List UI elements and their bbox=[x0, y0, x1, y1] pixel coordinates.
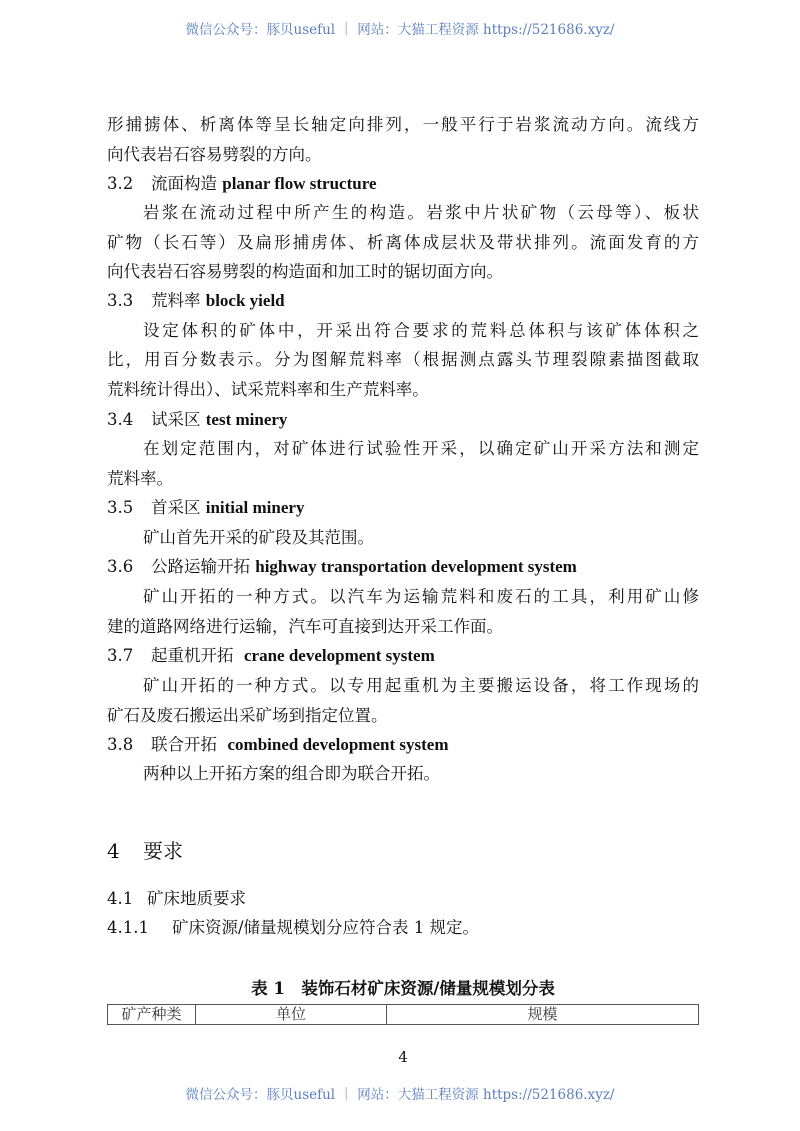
header-cell: 单位 bbox=[196, 1005, 387, 1025]
term-number: 3.2 bbox=[107, 174, 134, 193]
paragraph-line: 矿石及废石搬运出采矿场到指定位置。 bbox=[107, 706, 388, 725]
term-zh: 荒料率 bbox=[151, 291, 201, 310]
table-1 bbox=[107, 1004, 699, 1025]
section-number: 4.1 bbox=[107, 889, 134, 908]
paragraph-line: 矿山开拓的一种方式。以专用起重机为主要搬运设备，将工作现场的 bbox=[143, 676, 699, 695]
table-header-row bbox=[108, 1005, 699, 1025]
paragraph-line: 向代表岩石容易劈裂的构造面和加工时的锯切面方向。 bbox=[107, 262, 503, 281]
term-en: combined development system bbox=[227, 735, 449, 754]
header-cell: 矿产种类 bbox=[108, 1005, 196, 1025]
term-en: highway transportation development system bbox=[255, 557, 577, 576]
page-number: 4 bbox=[398, 1048, 408, 1066]
paragraph-line: 矿山首先开采的矿段及其范围。 bbox=[143, 528, 374, 547]
term-heading-3-5 bbox=[107, 497, 699, 519]
paragraph-line: 在划定范围内，对矿体进行试验性开采，以确定矿山开采方法和测定 bbox=[143, 439, 699, 458]
term-number: 3.4 bbox=[107, 410, 134, 429]
term-en: initial minery bbox=[205, 498, 305, 517]
term-zh: 起重机开拓 bbox=[151, 646, 234, 665]
term-en: planar flow structure bbox=[222, 174, 377, 193]
term-number: 3.3 bbox=[107, 291, 134, 310]
term-zh: 首采区 bbox=[151, 498, 201, 517]
section-title: 矿床地质要求 bbox=[147, 889, 246, 908]
clause-4-1-1 bbox=[107, 917, 699, 939]
term-zh: 联合开拓 bbox=[151, 735, 217, 754]
paragraph-line: 向代表岩石容易劈裂的方向。 bbox=[107, 145, 322, 164]
term-heading-3-7 bbox=[107, 645, 699, 667]
paragraph-line: 荒料统计得出）、试采荒料率和生产荒料率。 bbox=[107, 380, 429, 399]
clause-text: 矿床资源/储量规模划分应符合表 1 规定。 bbox=[172, 918, 480, 937]
term-heading-3-3 bbox=[107, 290, 699, 312]
term-zh: 流面构造 bbox=[151, 174, 217, 193]
paragraph-line: 形捕掳体、析离体等呈长轴定向排列，一般平行于岩浆流动方向。流线方 bbox=[107, 115, 699, 134]
term-heading-3-2 bbox=[107, 173, 699, 195]
paragraph-line: 矿山开拓的一种方式。以汽车为运输荒料和废石的工具，利用矿山修 bbox=[143, 587, 699, 606]
section-number: 4 bbox=[107, 839, 120, 863]
term-zh: 试采区 bbox=[151, 410, 201, 429]
term-en: block yield bbox=[205, 291, 285, 310]
paragraph-line: 设定体积的矿体中，开采出符合要求的荒料总体积与该矿体体积之 bbox=[143, 321, 699, 340]
term-heading-3-8 bbox=[107, 734, 699, 756]
paragraph-line: 比，用百分数表示。分为图解荒料率（根据测点露头节理裂隙素描图截取 bbox=[107, 350, 699, 369]
clause-number: 4.1.1 bbox=[107, 918, 149, 937]
paragraph-line: 两种以上开拓方案的组合即为联合开拓。 bbox=[143, 764, 440, 783]
paragraph-line: 荒料率。 bbox=[107, 469, 173, 488]
term-number: 3.5 bbox=[107, 498, 134, 517]
footer-watermark: 微信公众号：豚贝useful ｜ 网站：大猫工程资源 https://521686.xyz/ bbox=[185, 1087, 615, 1103]
term-zh: 公路运输开拓 bbox=[151, 557, 250, 576]
term-en: crane development system bbox=[244, 646, 435, 665]
term-heading-3-4 bbox=[107, 409, 699, 431]
paragraph-line: 矿物（长石等）及扁形捕虏体、析离体成层状及带状排列。流面发育的方 bbox=[107, 233, 699, 252]
header-cell: 规模 bbox=[387, 1005, 699, 1025]
section-title: 要求 bbox=[143, 839, 183, 863]
header-watermark: 微信公众号：豚贝useful ｜ 网站：大猫工程资源 https://521686.xyz/ bbox=[185, 22, 615, 38]
term-number: 3.8 bbox=[107, 735, 134, 754]
table-caption: 表 1 装饰石材矿床资源/储量规模划分表 bbox=[251, 979, 555, 998]
term-heading-3-6 bbox=[107, 556, 699, 578]
term-number: 3.7 bbox=[107, 646, 134, 665]
section-heading-4 bbox=[107, 840, 699, 862]
paragraph-line: 岩浆在流动过程中所产生的构造。岩浆中片状矿物（云母等）、板状 bbox=[143, 203, 699, 222]
subsection-heading-4-1 bbox=[107, 888, 699, 910]
paragraph-line: 建的道路网络进行运输，汽车可直接到达开采工作面。 bbox=[107, 617, 503, 636]
term-number: 3.6 bbox=[107, 557, 134, 576]
term-en: test minery bbox=[205, 410, 288, 429]
